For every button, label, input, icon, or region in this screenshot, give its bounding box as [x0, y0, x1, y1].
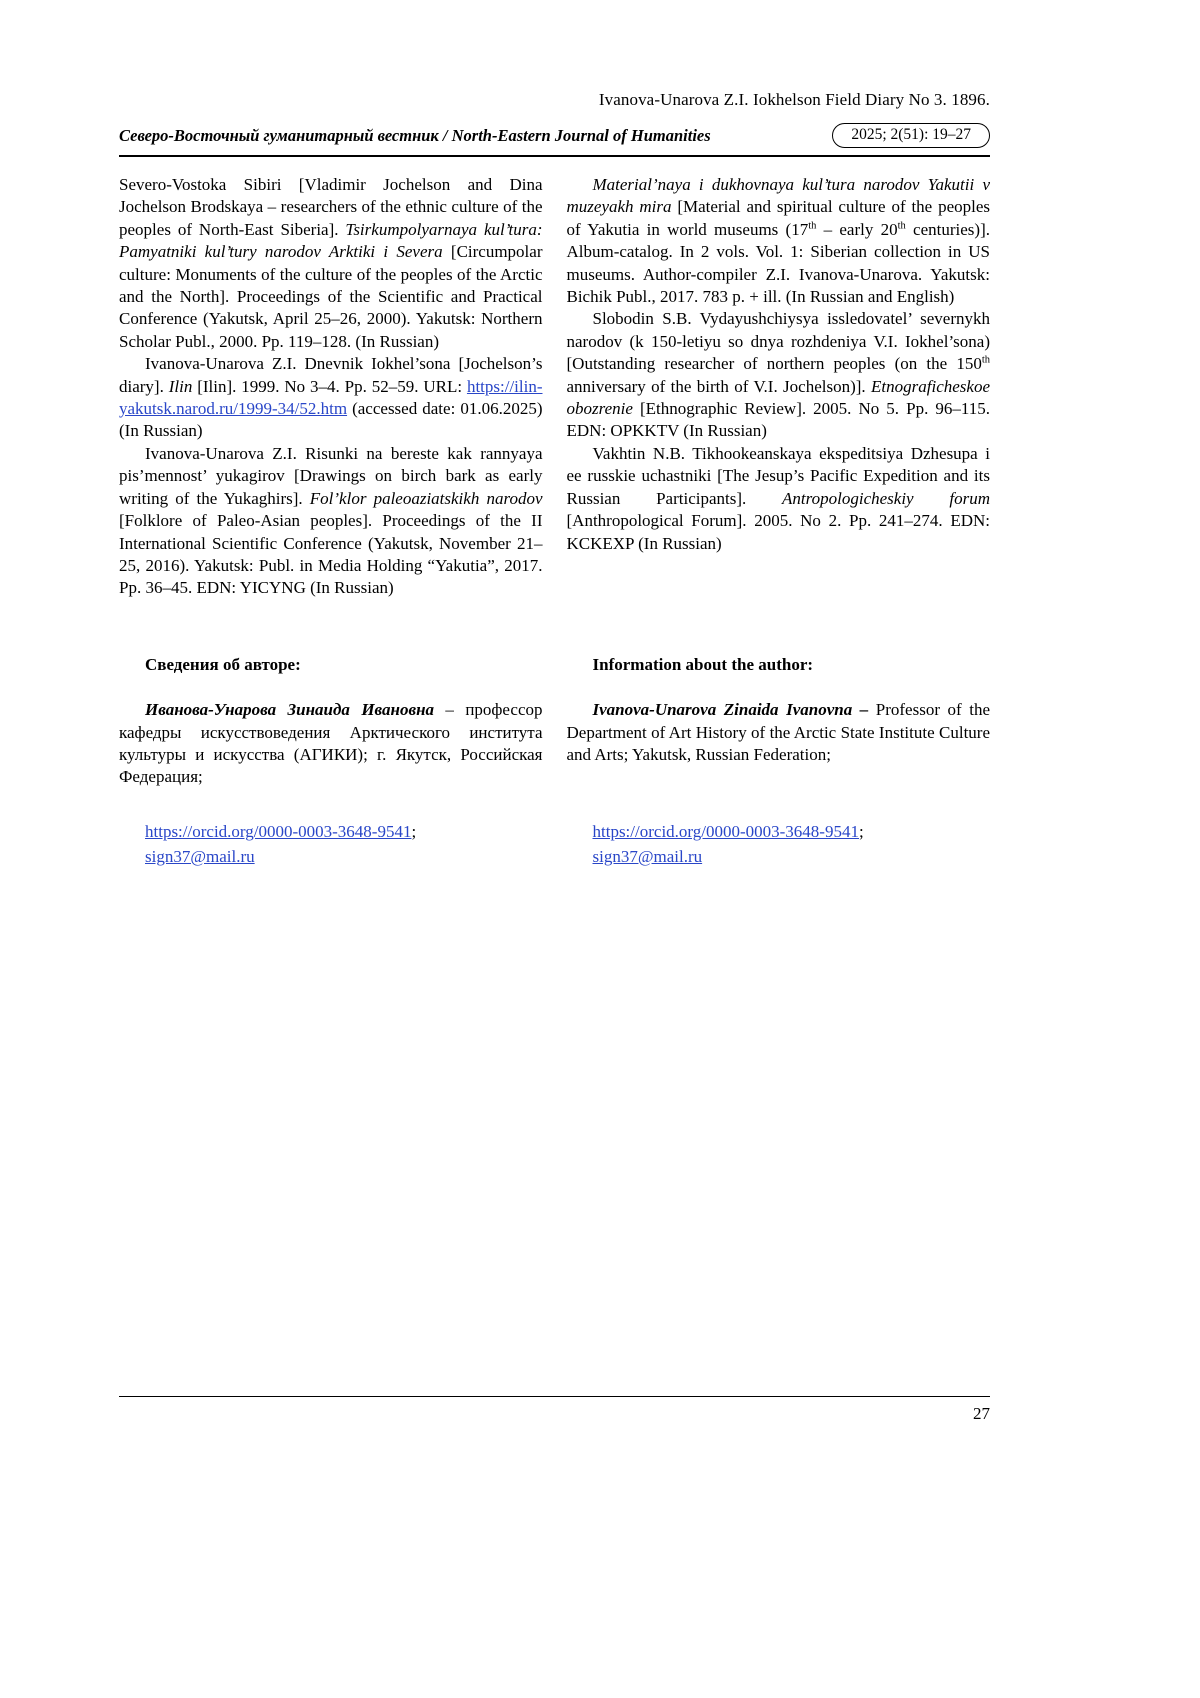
orcid-line — [567, 819, 991, 844]
reference-item: Ivanova-Unarova Z.I. Dnevnik Iokhel’sona [Jochelson’s diary]. Ilin [Ilin]. 1999. No 3–4. Pp. 52–59. URL: https://ilin-yakutsk.narod.ru/1999-34/52.htm (accessed date: 01.06.2025) (In Russian) — [119, 354, 543, 441]
email-line — [567, 844, 991, 869]
author-paragraph-en: Ivanova-Unarova Zinaida Ivanovna – Professor of the Department of Art History of the Arctic State Institute Culture and Arts; Yakutsk, Russian Federation; — [566, 700, 990, 764]
two-column-body — [119, 174, 990, 869]
email-link[interactable]: sign37@mail.ru — [145, 846, 255, 866]
journal-title: Северо-Восточный гуманитарный вестник / North-Eastern Journal of Humanities — [119, 125, 711, 145]
references-column-left — [119, 174, 543, 600]
header-rule — [119, 155, 990, 157]
email-line — [119, 844, 543, 869]
reference-item: Slobodin S.B. Vydayushchiysya issledovatel’ severnykh narodov (k 150-letiyu so dnya rozhdeniya V.I. Iokhel’sona) [Outstanding researcher of northern peoples (on the 150th anniversary of the birth of V.I. Jochelson)]. Etnograficheskoe obozrenie [Ethnographic Review]. 2005. No 5. Pp. 96–115. EDN: OPKKTV (In Russian) — [566, 309, 990, 441]
reference-item: Vakhtin N.B. Tikhookeanskaya ekspeditsiya Dzhesupa i ee russkie uchastniki [The Jesup’s Pacific Expedition and its Russian Participants]. Antropologicheskiy forum [Anthropological Forum]. 2005. No 2. Pp. 241–274. EDN: KCKEXP (In Russian) — [566, 443, 990, 553]
running-head: Ivanova-Unarova Z.I. Iokhelson Field Diary No 3. 1896. — [598, 90, 990, 109]
reference-item: Material’naya i dukhovnaya kul’tura narodov Yakutii v muzeyakh mira [Material and spiritual culture of the peoples of Yakutia in world museums (17th – early 20th centuries)]. Album-catalog. In 2 vols. Vol. 1: Siberian collection in US museums. Author-compiler Z.I. Ivanova-Unarova. Yakutsk: Bichik Publ., 2017. 783 p. + ill. (In Russian and English) — [566, 175, 990, 307]
issue-badge: 2025; 2(51): 19–27 — [832, 123, 990, 148]
superscript: th — [808, 220, 817, 232]
superscript: th — [981, 354, 990, 366]
author-heading-ru: Сведения об авторе: — [145, 654, 301, 674]
reference-item: Severo-Vostoka Sibiri [Vladimir Jochelson and Dina Jochelson Brodskaya – researchers of the ethnic culture of the peoples of North-East Siberia]. Tsirkumpolyarnaya kul’tura: Pamyatniki kul’tury narodov Arktiki i Severa [Circumpolar culture: Monuments of the culture of the peoples of the Arctic and the North]. Proceedings of the Scientific and Practical Conference (Yakutsk, April 25–26, 2000). Yakutsk: Northern Scholar Publ., 2000. Pp. 119–128. (In Russian) — [119, 175, 543, 351]
email-link[interactable]: sign37@mail.ru — [592, 846, 703, 866]
orcid-line — [119, 819, 543, 844]
page-number: 27 — [973, 1404, 990, 1423]
author-paragraph-ru: Иванова-Унарова Зинаида Ивановна – профессор кафедры искусствоведения Арктического института культуры и искусства (АГИКИ); г. Якутск, Российская Федерация; — [119, 700, 543, 787]
contact-links-right — [567, 819, 991, 869]
footer-rule — [119, 1396, 990, 1397]
orcid-link[interactable]: https://orcid.org/0000-0003-3648-9541 — [145, 821, 412, 841]
journal-header-row — [119, 123, 990, 148]
orcid-separator: ; — [411, 821, 417, 841]
author-heading-en: Information about the author: — [592, 654, 814, 674]
superscript: th — [897, 220, 906, 232]
reference-item: Ivanova-Unarova Z.I. Risunki na bereste kak rannyaya pis’mennost’ yukagirov [Drawings on birch bark as early writing of the Yukaghirs]. Fol’klor paleoaziatskikh narodov [Folklore of Paleo-Asian peoples]. Proceedings of the II International Scientific Conference (Yakutsk, November 21–25, 2016). Yakutsk: Publ. in Media Holding “Yakutia”, 2017. Pp. 36–45. EDN: YICYNG (In Russian) — [119, 443, 543, 598]
hyperlink[interactable]: https://ilin-yakutsk.narod.ru/1999-34/52.htm — [119, 376, 543, 419]
orcid-separator: ; — [858, 821, 864, 841]
journal-page — [119, 0, 990, 869]
contact-links-left — [119, 819, 543, 869]
page-footer — [119, 1396, 990, 1424]
references-column-right — [567, 174, 991, 600]
orcid-link[interactable]: https://orcid.org/0000-0003-3648-9541 — [592, 821, 859, 841]
